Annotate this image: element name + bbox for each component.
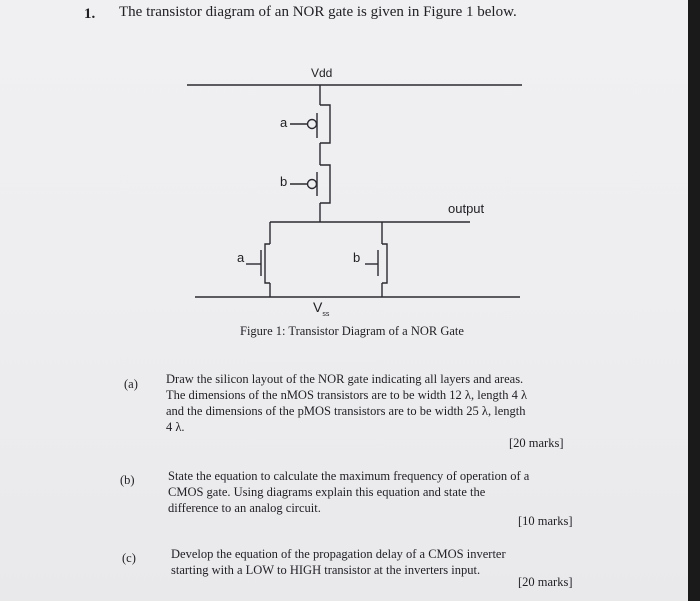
vss-label: $V_{ss}$ [313,299,330,318]
question-text: The transistor diagram of an NOR gate is given in Figure 1 below. [119,4,517,20]
pmos-b-bubble [308,180,317,189]
part-a-label: (a) [124,377,138,391]
vdd-label: Vdd [311,66,333,80]
part-c-line: starting with a LOW to HIGH transistor at the inverters input. [171,563,481,577]
part-a-line: Draw the silicon layout of the NOR gate indicating all layers and areas. [166,372,524,386]
part-b-line: CMOS gate. Using diagrams explain this equation and state the [168,485,486,499]
part-a-text [166,371,606,435]
part-b-line: State the equation to calculate the maximum frequency of operation of a [168,469,530,483]
part-c-label: (c) [122,551,136,565]
part-c-marks: [20 marks] [518,575,573,589]
part-b-text [168,468,608,516]
pmos-a-bubble [308,120,317,129]
figure-caption: Figure 1: Transistor Diagram of a NOR Gate [240,324,464,338]
part-a-line: and the dimensions of the pMOS transistors are to be width 25 λ, length [166,404,526,418]
question-number: 1. [84,6,96,22]
nmos-b-channel [382,244,387,283]
nmos-a-input-label: a [237,250,245,265]
part-a-line: 4 λ. [166,420,185,434]
pmos-a-input-label: a [280,115,288,130]
nmos-a-channel [265,244,270,283]
pmos-b-input-label: b [280,174,288,189]
part-b-marks: [10 marks] [518,514,573,528]
output-label: output [448,201,485,216]
nmos-b-input-label: b [353,250,361,265]
part-a-marks: [20 marks] [509,436,564,450]
pmos-a-channel [320,105,330,143]
part-c-text [171,546,591,578]
part-b-label: (b) [120,473,135,487]
part-a-line: The dimensions of the nMOS transistors are to be width 12 λ, length 4 λ [166,388,528,402]
part-c-line: Develop the equation of the propagation delay of a CMOS inverter [171,547,506,561]
part-b-line: difference to an analog circuit. [168,501,321,515]
pmos-b-channel [320,165,330,203]
